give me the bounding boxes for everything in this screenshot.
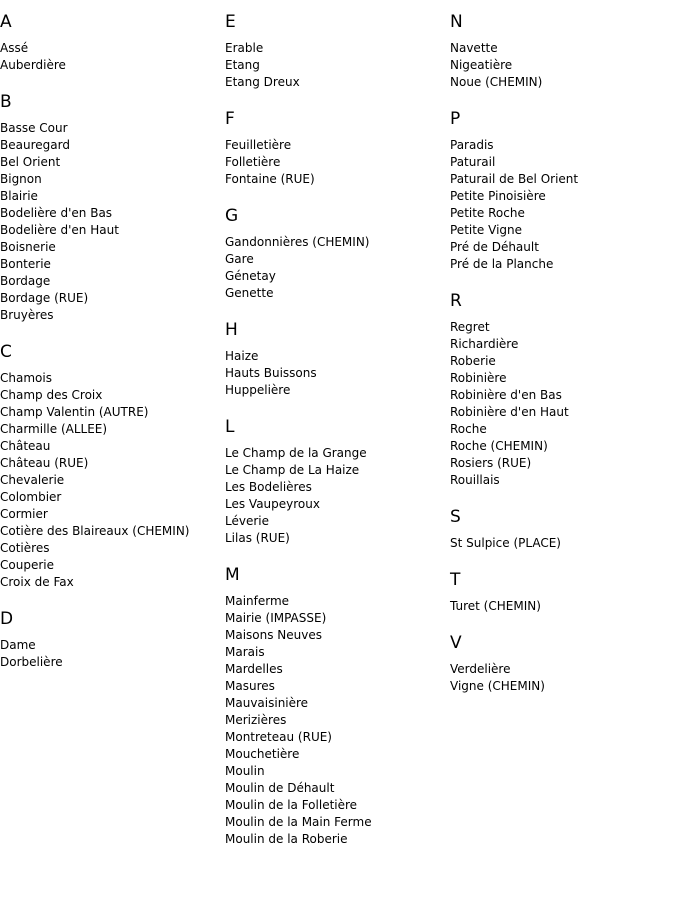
street-name: Boisnerie: [0, 240, 56, 254]
street-name: Bordage: [0, 274, 51, 288]
street-name: Bruyères: [0, 308, 54, 322]
column-3: [450, 11, 672, 712]
street-name: Petite Vigne: [450, 223, 523, 237]
street-list: [225, 348, 447, 399]
street-name: Mauvaisinière: [225, 696, 309, 710]
letter-heading: R: [450, 291, 462, 311]
street-list: [225, 234, 447, 302]
street-name: Haize: [225, 349, 259, 363]
street-name: Verdelière: [450, 662, 511, 676]
street-name: Château (RUE): [0, 456, 89, 470]
letter-heading: H: [225, 320, 238, 340]
street-name: Gandonnières (CHEMIN): [225, 235, 370, 249]
street-name: Masures: [225, 679, 275, 693]
letter-heading: M: [225, 565, 240, 585]
letter-section: [225, 11, 447, 91]
street-list: [0, 370, 222, 591]
street-list: [450, 661, 672, 695]
street-list: [225, 593, 447, 848]
street-name: Erable: [225, 41, 264, 55]
street-name: Dorbelière: [0, 655, 63, 669]
street-name: Roberie: [450, 354, 496, 368]
street-name: Gare: [225, 252, 254, 266]
street-list: [225, 137, 447, 188]
street-name: Maisons Neuves: [225, 628, 323, 642]
letter-section: [0, 91, 222, 324]
street-name: Rouillais: [450, 473, 500, 487]
street-name: Vigne (CHEMIN): [450, 679, 545, 693]
letter-heading: C: [0, 342, 12, 362]
street-name: Mainferme: [225, 594, 290, 608]
letter-heading: G: [225, 206, 239, 226]
street-name: Champ des Croix: [0, 388, 103, 402]
street-name: Montreteau (RUE): [225, 730, 332, 744]
street-name: Moulin de la Folletière: [225, 798, 358, 812]
street-name: Petite Pinoisière: [450, 189, 546, 203]
street-name: Navette: [450, 41, 498, 55]
street-name: Paturail: [450, 155, 496, 169]
street-name: Léverie: [225, 514, 269, 528]
street-name: Beauregard: [0, 138, 70, 152]
letter-section: [450, 108, 672, 273]
street-name: Le Champ de la Grange: [225, 446, 367, 460]
street-name: Bel Orient: [0, 155, 61, 169]
street-name: Paturail de Bel Orient: [450, 172, 579, 186]
street-name: Regret: [450, 320, 490, 334]
street-name: Moulin de la Roberie: [225, 832, 348, 846]
street-name: Chevalerie: [0, 473, 65, 487]
street-name: Huppelière: [225, 383, 291, 397]
street-name: Nigeatière: [450, 58, 513, 72]
letter-section: [450, 11, 672, 91]
street-name: Robinière: [450, 371, 507, 385]
street-list: [0, 120, 222, 324]
street-name: Mairie (IMPASSE): [225, 611, 327, 625]
street-name: Cotière des Blaireaux (CHEMIN): [0, 524, 190, 538]
street-list: [225, 40, 447, 91]
street-name: Folletière: [225, 155, 281, 169]
letter-section: [450, 569, 672, 615]
letter-heading: B: [0, 92, 12, 112]
letter-heading: N: [450, 12, 463, 32]
street-name: Rosiers (RUE): [450, 456, 532, 470]
street-name: Mardelles: [225, 662, 283, 676]
letter-section: [0, 608, 222, 671]
street-name: Turet (CHEMIN): [450, 599, 541, 613]
street-name: Robinière d'en Bas: [450, 388, 562, 402]
street-name: Colombier: [0, 490, 62, 504]
letter-section: [0, 341, 222, 591]
street-list: [0, 637, 222, 671]
street-name: St Sulpice (PLACE): [450, 536, 561, 550]
street-name: Bodelière d'en Haut: [0, 223, 119, 237]
street-list: [225, 445, 447, 547]
street-name: Etang Dreux: [225, 75, 300, 89]
street-name: Bignon: [0, 172, 42, 186]
letter-heading: A: [0, 12, 12, 32]
street-name: Chamois: [0, 371, 52, 385]
street-name: Bonterie: [0, 257, 51, 271]
street-list: [450, 535, 672, 552]
street-name: Basse Cour: [0, 121, 68, 135]
street-name: Feuilletière: [225, 138, 292, 152]
letter-section: [225, 319, 447, 399]
street-name: Blairie: [0, 189, 38, 203]
letter-heading: E: [225, 12, 236, 32]
street-list: [450, 319, 672, 489]
street-name: Cotières: [0, 541, 50, 555]
letter-heading: T: [450, 570, 461, 590]
street-name: Richardière: [450, 337, 519, 351]
letter-section: [450, 632, 672, 695]
street-name: Roche (CHEMIN): [450, 439, 548, 453]
letter-section: [225, 416, 447, 547]
street-name: Le Champ de La Haize: [225, 463, 360, 477]
street-name: Lilas (RUE): [225, 531, 290, 545]
street-name: Fontaine (RUE): [225, 172, 315, 186]
column-2: [225, 11, 447, 865]
letter-section: [225, 564, 447, 848]
letter-heading: S: [450, 507, 461, 527]
letter-heading: V: [450, 633, 462, 653]
street-list: [450, 137, 672, 273]
street-name: Mouchetière: [225, 747, 300, 761]
street-list: [0, 40, 222, 74]
column-1: [0, 11, 222, 688]
street-list: [450, 598, 672, 615]
street-name: Petite Roche: [450, 206, 525, 220]
letter-section: [225, 108, 447, 188]
letter-section: [0, 11, 222, 74]
letter-heading: F: [225, 109, 235, 129]
street-name: Auberdière: [0, 58, 66, 72]
letter-section: [225, 205, 447, 302]
street-name: Croix de Fax: [0, 575, 74, 589]
street-name: Charmille (ALLEE): [0, 422, 108, 436]
street-name: Genette: [225, 286, 274, 300]
street-name: Couperie: [0, 558, 54, 572]
street-name: Noue (CHEMIN): [450, 75, 543, 89]
street-name: Moulin: [225, 764, 265, 778]
street-name: Merizières: [225, 713, 287, 727]
street-name: Paradis: [450, 138, 494, 152]
letter-heading: L: [225, 417, 235, 437]
street-name: Dame: [0, 638, 36, 652]
street-name: Génetay: [225, 269, 276, 283]
street-name: Les Vaupeyroux: [225, 497, 320, 511]
street-name: Champ Valentin (AUTRE): [0, 405, 149, 419]
street-list: [450, 40, 672, 91]
letter-section: [450, 506, 672, 552]
letter-section: [450, 290, 672, 489]
street-name: Moulin de la Main Ferme: [225, 815, 372, 829]
letter-heading: P: [450, 109, 461, 129]
street-name: Les Bodelières: [225, 480, 312, 494]
street-name: Cormier: [0, 507, 48, 521]
street-name: Etang: [225, 58, 260, 72]
letter-heading: D: [0, 609, 14, 629]
street-name: Pré de Déhault: [450, 240, 539, 254]
street-name: Assé: [0, 41, 29, 55]
street-name: Bodelière d'en Bas: [0, 206, 113, 220]
street-name: Robinière d'en Haut: [450, 405, 569, 419]
street-name: Pré de la Planche: [450, 257, 554, 271]
street-name: Moulin de Déhault: [225, 781, 335, 795]
street-name: Hauts Buissons: [225, 366, 317, 380]
street-name: Marais: [225, 645, 265, 659]
street-name: Bordage (RUE): [0, 291, 89, 305]
street-name: Roche: [450, 422, 487, 436]
street-name: Château: [0, 439, 51, 453]
